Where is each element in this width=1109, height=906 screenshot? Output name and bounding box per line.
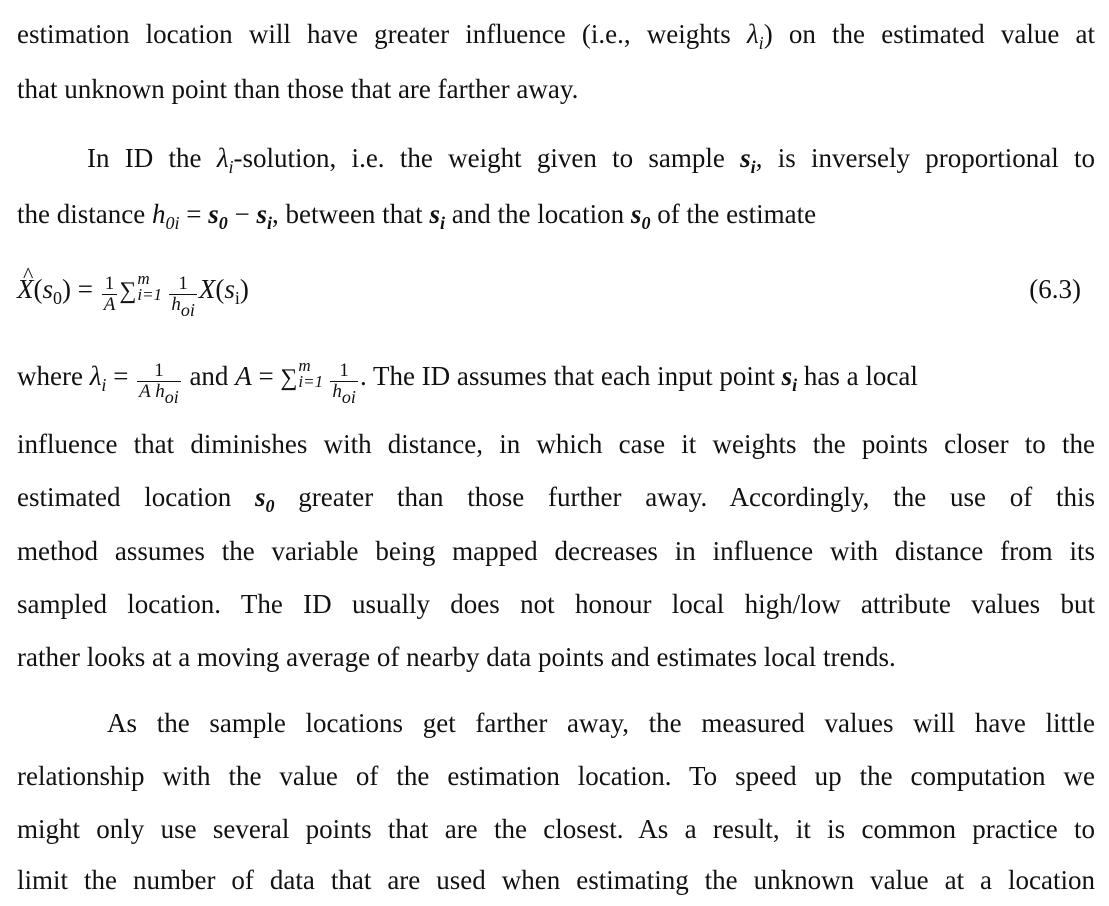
paragraph-4-line-2: relationship with the value of the estimation location. To speed up the computation we [17,761,1095,791]
paragraph-3-line-3: estimated location $s_0$ greater than those further away. Accordingly, the use of this [17,482,1096,516]
fraction-one-over-hoi: $\frac{1}{h_{oi}}$ [171,273,195,320]
paragraph-1-line-1: estimation location will have greater influence (i.e., weights $\lambda_i$) on the estimated value at [17,19,1095,53]
paragraph-3-line-2: influence that diminishes with distance, in which case it weights the points closer to the [17,429,1095,459]
equation-6-3: ^ $X(s_0)$ = $\frac{1}{A}$ ∑ m i=1 $\frac{1}{h_{oi}}$ $X(s_i)$ (6.3) [17,272,1095,315]
fraction-lambda: $\frac{1}{A h_{oi}}$ [139,360,179,407]
lambda-symbol: $\lambda_i$ [746,19,764,53]
paragraph-1-line-2: that unknown point than those that are farther away. [17,74,579,104]
paragraph-3-line-5: sampled location. The ID usually does not honour local high/low attribute values but [17,589,1095,619]
paragraph-3-line-6: rather looks at a moving average of nearby data points and estimates local trends. [17,642,896,672]
paragraph-2-line-2: the distance $h_{0i} = s_0 - s_i$, between that $s_i$ and the location $s_0$ of the estimate [17,199,817,233]
paragraph-2-line-1: In ID the $\lambda_i$-solution, i.e. the weight given to sample $s_i$, is inversely proportional to [87,143,1095,177]
summation-symbol-a: ∑ m i=1 [280,356,324,391]
paragraph-3-line-4: method assumes the variable being mapped decreases in influence with distance from its [17,536,1095,566]
x-hat-symbol: ^ X [17,272,34,306]
fraction-one-over-hoi-a: $\frac{1}{h_{oi}}$ [332,360,356,407]
paragraph-4-line-1: As the sample locations get farther away, the measured values will have little [107,708,1095,738]
equation-number: (6.3) [1029,274,1081,304]
paragraph-4-line-3: might only use several points that are the closest. As a result, it is common practice to [17,814,1095,844]
paragraph-4-line-4: limit the number of data that are used when estimating the unknown value at a location [17,865,1095,895]
summation-symbol: ∑ m i=1 [119,269,163,304]
fraction-one-over-a: $\frac{1}{A}$ [103,273,116,315]
paragraph-3-line-1: where $\lambda_i$ = $\frac{1}{A h_{oi}}$ and A = ∑ m i=1 $\frac{1}{h_{oi}}$ . The ID assumes that each input point $s_i$ has a local [17,356,918,407]
